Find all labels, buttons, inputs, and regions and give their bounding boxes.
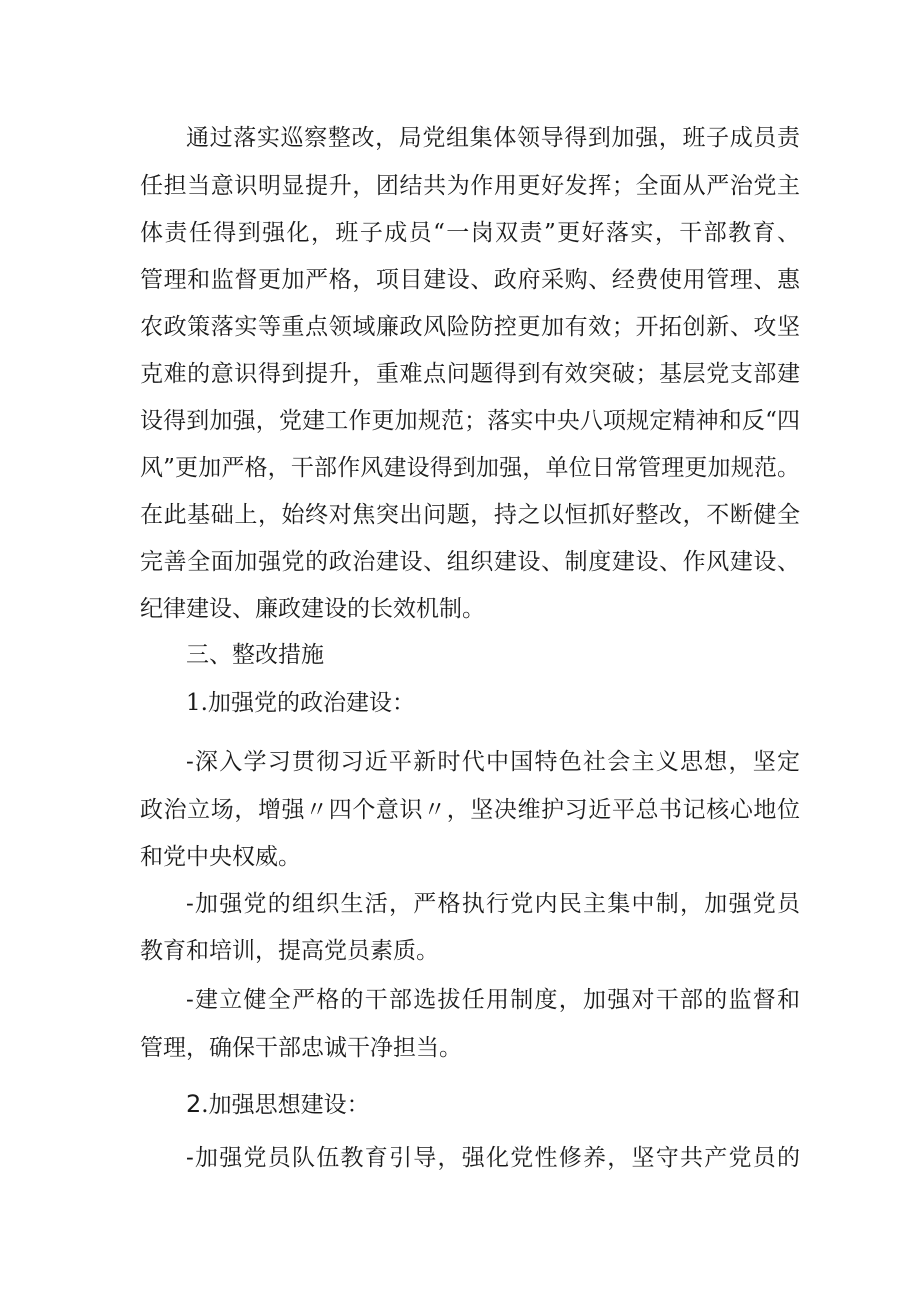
paragraph-line: 风”更加严格，干部作风建设得到加强，单位日常管理更加规范。 (140, 455, 800, 481)
paragraph-line: 任担当意识明显提升，团结共为作用更好发挥；全面从严治党主 (140, 173, 800, 199)
bullet-line: -建立健全严格的干部选拔任用制度，加强对干部的监督和 (186, 987, 800, 1013)
bullet-line: -加强党的组织生活，严格执行党内民主集中制，加强党员 (186, 891, 800, 917)
paragraph-line: 设得到加强，党建工作更加规范；落实中央八项规定精神和反“四 (140, 408, 800, 434)
paragraph-line: 完善全面加强党的政治建设、组织建设、制度建设、作风建设、 (140, 549, 800, 575)
bullet-line: 和党中央权威。 (140, 844, 301, 870)
paragraph-line: 克难的意识得到提升，重难点问题得到有效突破；基层党支部建 (140, 361, 800, 387)
paragraph-line: 在此基础上，始终对焦突出问题，持之以恒抓好整改，不断健全 (140, 502, 800, 528)
item-2-title-text: .加强思想建设： (201, 1092, 370, 1118)
paragraph-line: 通过落实巡察整改，局党组集体领导得到加强，班子成员责 (186, 125, 800, 151)
paragraph-line: 体责任得到强化，班子成员“一岗双责”更好落实，干部教育、 (140, 220, 800, 246)
bullet-line: 教育和培训，提高党员素质。 (140, 938, 439, 964)
bullet-line: 政治立场，增强〃四个意识〃，坚决维护习近平总书记核心地位 (140, 797, 800, 823)
bullet-line: -深入学习贯彻习近平新时代中国特色社会主义思想，坚定 (186, 749, 800, 775)
paragraph-line: 农政策落实等重点领域廉政风险防控更加有效；开拓创新、攻坚 (140, 314, 800, 340)
section-title: 三、整改措施 (186, 642, 324, 668)
bullet-line: -加强党员队伍教育引导，强化党性修养，坚守共产党员的 (186, 1145, 800, 1171)
bullet-line: 管理，确保干部忠诚干净担当。 (140, 1035, 462, 1061)
item-1-title: 1.加强党的政治建设： (186, 690, 415, 716)
item-2-title (186, 1089, 846, 1120)
paragraph-line: 纪律建设、廉政建设的长效机制。 (140, 596, 485, 622)
item-2-number: 2 (186, 1090, 202, 1118)
paragraph-line: 管理和监督更加严格，项目建设、政府采购、经费使用管理、惠 (140, 267, 800, 293)
